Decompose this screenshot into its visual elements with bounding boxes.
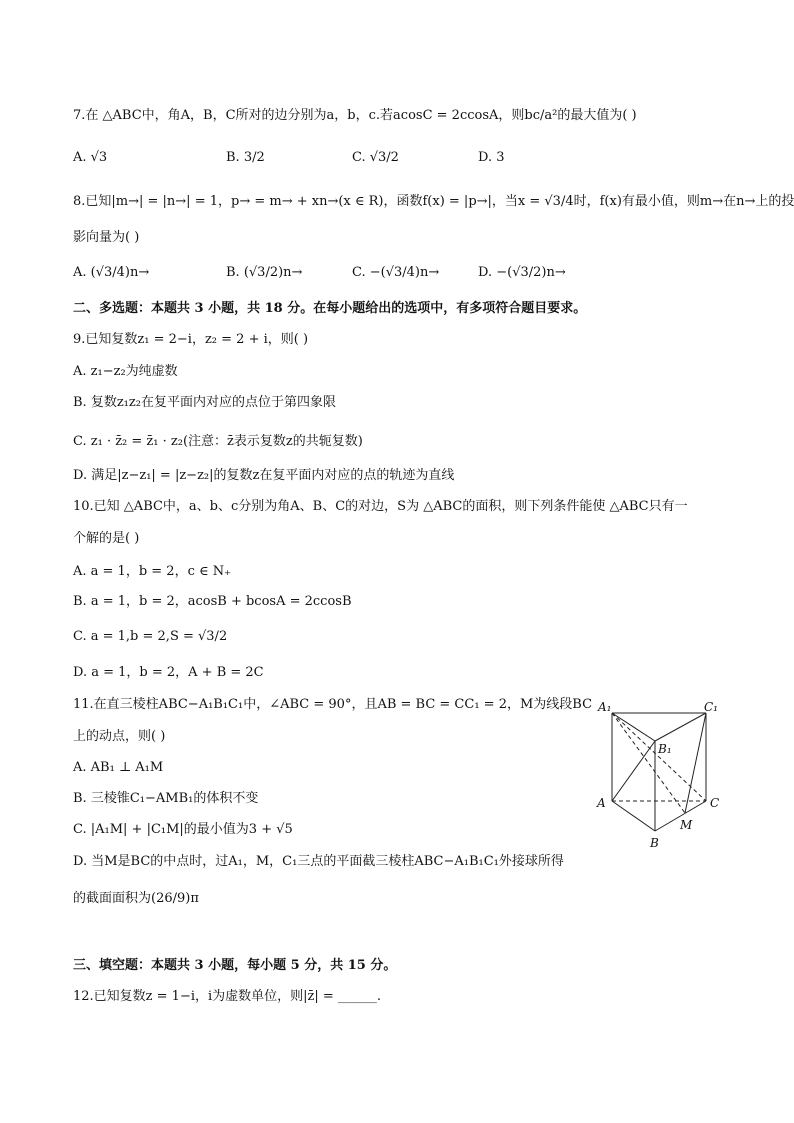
edge-a-b <box>612 801 655 831</box>
q7-options <box>73 147 733 169</box>
edge-b1-c1 <box>655 713 706 741</box>
q10-option-d: D. a = 1，b = 2，A + B = 2C <box>73 665 264 680</box>
label-a: A <box>597 796 606 810</box>
q9-option-a: A. z₁−z₂为纯虚数 <box>73 364 178 379</box>
segment-c1-m <box>685 713 706 813</box>
segment-a1-m-hidden <box>612 713 685 813</box>
label-b: B <box>650 836 659 850</box>
q11-option-c: C. |A₁M| + |C₁M|的最小值为3 + √5 <box>73 822 293 837</box>
q8-options <box>73 262 733 284</box>
q9-option-c: C. z₁ · z̄₂ = z̄₁ · z₂(注意：z̄表示复数z的共轭复数) <box>73 434 363 449</box>
q9-stem: 9.已知复数z₁ = 2−i，z₂ = 2 + i，则( ) <box>73 332 309 347</box>
q9-option-b: B. 复数z₁z₂在复平面内对应的点位于第四象限 <box>73 395 336 410</box>
q7-option-c: C. √3/2 <box>352 150 399 165</box>
label-c1: C₁ <box>704 700 718 714</box>
label-m: M <box>680 818 693 832</box>
q8-option-b: B. (√3/2)n→ <box>226 265 303 280</box>
q12-stem: 12.已知复数z = 1−i，i为虚数单位，则|z̄| = ______. <box>73 989 382 1004</box>
q10-option-c: C. a = 1,b = 2,S = √3/2 <box>73 629 228 644</box>
q8-option-c: C. −(√3/4)n→ <box>352 265 440 280</box>
section3-heading: 三、填空题：本题共 3 小题，每小题 5 分，共 15 分。 <box>73 958 397 973</box>
q8-option-a: A. (√3/4)n→ <box>73 265 150 280</box>
q8-stem-line1: 8.已知|m→| = |n→| = 1，p→ = m→ + xn→(x ∈ R)，函数f(x) = |p→|，当x = √3/4时，f(x)有最小值，则m→在n→上的投 <box>73 194 794 209</box>
section2-heading: 二、多选题：本题共 3 小题，共 18 分。在每小题给出的选项中，有多项符合题目要求。 <box>73 301 587 316</box>
q11-stem-line1: 11.在直三棱柱ABC−A₁B₁C₁中，∠ABC = 90°，且AB = BC = CC₁ = 2，M为线段BC <box>73 697 593 712</box>
edge-a1-b1 <box>612 713 655 741</box>
label-b1: B₁ <box>658 742 672 756</box>
segment-a-b1 <box>612 741 655 801</box>
q10-option-b: B. a = 1，b = 2，acosB + bcosA = 2ccosB <box>73 594 352 609</box>
q10-stem-line1: 10.已知 △ABC中，a、b、c分别为角A、B、C的对边，S为 △ABC的面积，则下列条件能使 △ABC只有一 <box>73 499 688 514</box>
q11-option-d-line2: 的截面面积为(26/9)π <box>73 891 199 906</box>
q10-stem-line2: 个解的是( ) <box>73 531 140 546</box>
label-c: C <box>710 796 720 810</box>
q8-option-d: D. −(√3/2)n→ <box>478 265 566 280</box>
prism-figure <box>590 695 730 855</box>
q7-option-b: B. 3/2 <box>226 150 265 165</box>
segment-a1-c-hidden <box>612 713 706 801</box>
q7-option-a: A. √3 <box>73 150 108 165</box>
q7-stem: 7.在 △ABC中，角A，B，C所对的边分别为a，b，c.若acosC = 2ccosA，则bc/a²的最大值为( ) <box>73 108 637 123</box>
q8-stem-line2: 影向量为( ) <box>73 230 140 245</box>
q11-option-d-line1: D. 当M是BC的中点时，过A₁，M，C₁三点的平面截三棱柱ABC−A₁B₁C₁外接球所得 <box>73 854 564 869</box>
q11-option-a: A. AB₁ ⊥ A₁M <box>73 760 164 775</box>
q9-option-d: D. 满足|z−z₁| = |z−z₂|的复数z在复平面内对应的点的轨迹为直线 <box>73 468 455 483</box>
q11-option-b: B. 三棱锥C₁−AMB₁的体积不变 <box>73 791 259 806</box>
q7-option-d: D. 3 <box>478 150 505 165</box>
q11-stem-line2: 上的动点，则( ) <box>73 729 166 744</box>
label-a1: A₁ <box>598 700 612 714</box>
q10-option-a: A. a = 1，b = 2，c ∈ N₊ <box>73 564 231 579</box>
